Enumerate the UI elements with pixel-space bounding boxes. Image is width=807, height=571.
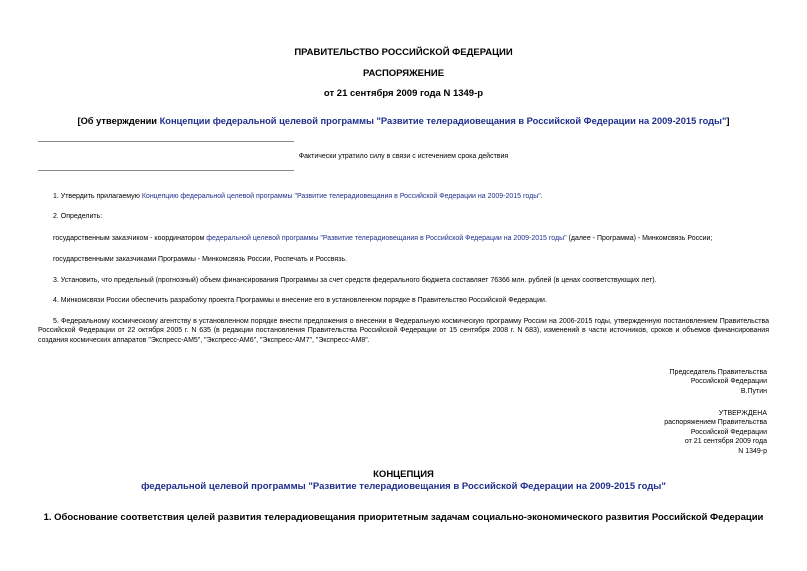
status-divider-top	[38, 141, 294, 142]
item-3: 3. Установить, что предельный (прогнозный) объем финансирования Программы за счет средств федерального бюджета составляет 76366 млн. рублей (в ценах соответствующих лет).	[53, 277, 657, 284]
item-2a-program-link[interactable]: федеральной целевой программы "Развитие телерадиовещания в Российской Федерации на 2009-2015 годы"	[206, 235, 567, 242]
government-heading: ПРАВИТЕЛЬСТВО РОССИЙСКОЙ ФЕДЕРАЦИИ	[294, 47, 513, 58]
signature-name: В.Путин	[740, 387, 767, 395]
status-note: Фактически утратило силу в связи с истечением срока действия	[298, 153, 509, 160]
about-prefix: [Об утверждении	[77, 116, 160, 126]
signature-block	[670, 368, 767, 396]
approval-number: N 1349-р	[738, 447, 767, 455]
item-1: 1. Утвердить прилагаемую Концепцию федеральной целевой программы "Развитие телерадиовещания в Российской Федерации на 2009-2015 годы".	[53, 193, 543, 200]
item-2a: государственным заказчиком - координатором федеральной целевой программы "Развитие телерадиовещания в Российской Федерации на 2009-2015 годы" (далее - Программа) - Минкомсвязь России;	[53, 235, 713, 242]
signature-country: Российской Федерации	[690, 378, 767, 386]
item-1-concept-link[interactable]: Концепцию федеральной целевой программы "Развитие телерадиовещания в Российской Федерации на 2009-2015 годы"	[141, 193, 541, 200]
item-5: 5. Федеральному космическому агентству в установленном порядке внести предложения о внесении в Федеральную космическую программу России на 2006-2015 годы, утвержденную постановлением Правительства Российской Федерации от 22 октября 2005 г. N 635 (в редакции постановления Правительства Российской Федерации от 15 сентября 2008 г. N 683), изменений в части источников, сроков и объемов финансирования создания космических аппаратов "Экспресс-АМ5", "Экспресс-АМ6", "Экспресс-АМ7", "Экспресс-АМ8".	[38, 318, 769, 344]
item-4: 4. Минкомсвязи России обеспечить разработку проекта Программы и внесение его в установленном порядке в Правительство Российской Федерации.	[53, 297, 547, 304]
approval-block	[664, 409, 767, 456]
document-type-heading: РАСПОРЯЖЕНИЕ	[362, 68, 445, 79]
approval-title: УТВЕРЖДЕНА	[718, 410, 767, 417]
section-1-heading: 1. Обоснование соответствия целей развития телерадиовещания приоритетным задачам социально-экономического развития Российской Федерации	[43, 512, 764, 523]
about-suffix: ]	[726, 116, 730, 126]
item-2: 2. Определить:	[53, 213, 103, 220]
approval-country: Российской Федерации	[690, 428, 767, 436]
item-2b: государственными заказчиками Программы - Минкомсвязь России, Роспечать и Россвязь.	[53, 256, 347, 263]
concept-title: КОНЦЕПЦИЯ	[373, 469, 434, 480]
about-concept-link[interactable]: Концепции федеральной целевой программы "Развитие телерадиовещания в Российской Федерации на 2009-2015 годы"	[159, 116, 727, 126]
document-about-heading	[0, 116, 807, 126]
approval-date: от 21 сентября 2009 года	[684, 438, 767, 446]
signature-position: Председатель Правительства	[669, 369, 767, 376]
approval-by: распоряжением Правительства	[664, 419, 767, 427]
document-date-heading: от 21 сентября 2009 года N 1349-р	[323, 88, 484, 99]
status-divider-bottom	[38, 170, 294, 171]
concept-subtitle: федеральной целевой программы "Развитие телерадиовещания в Российской Федерации на 2009-2015 годы"	[141, 481, 666, 492]
